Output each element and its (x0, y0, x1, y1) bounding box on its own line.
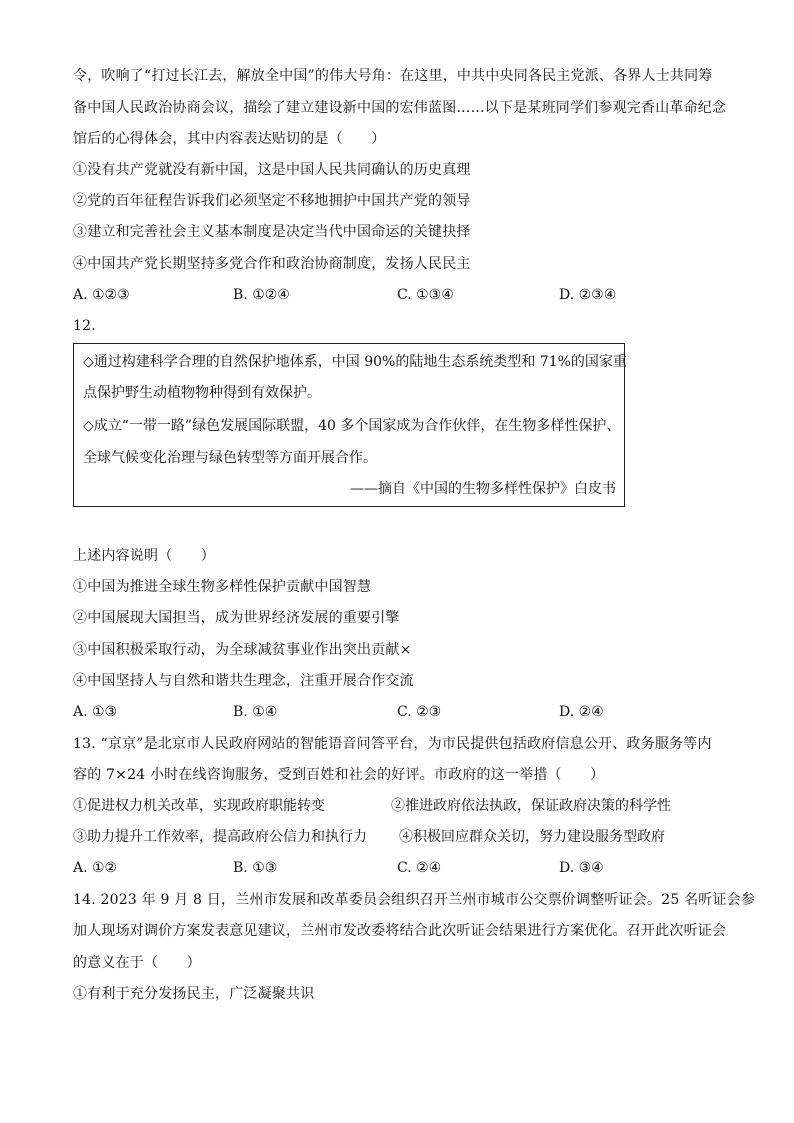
q12-box-source: ——摘自《中国的生物多样性保护》白皮书 (350, 481, 616, 497)
q12-number: 12. (73, 318, 96, 334)
q12-box-line-1: ◇通过构建科学合理的自然保护地体系，中国 90%的陆地生态系统类型和 71%的国家重 (83, 354, 627, 370)
q12-box-line-2: 点保护野生动植物物种得到有效保护。 (83, 385, 321, 401)
q13-statements-row-2 (73, 827, 713, 847)
q14-statement-1: ①有利于充分发扬民主，广泛凝聚共识 (73, 986, 315, 1002)
q11-stem-line-2: 备中国人民政治协商会议，描绘了建立建设新中国的宏伟蓝图……以下是某班同学们参观完香山革命纪念 (73, 100, 727, 116)
q12-option-b[interactable]: B. ①④ (233, 704, 278, 720)
q14-stem-line-1: 14. 2023 年 9 月 8 日，兰州市发展和改革委员会组织召开兰州市城市公交票价调整听证会。25 名听证会参 (73, 892, 756, 908)
q12-box-line-3: ◇成立“一带一路”绿色发展国际联盟，40 多个国家成为合作伙伴，在生物多样性保护、 (83, 418, 621, 434)
q11-statement-4: ④中国共产党长期坚持多党合作和政治协商制度，发扬人民民主 (73, 256, 471, 272)
q12-option-c[interactable]: C. ②③ (397, 704, 442, 720)
q13-stem-line-1: 13. “京京”是北京市人民政府网站的智能语音问答平台，为市民提供包括政府信息公开、政务服务等内 (73, 736, 712, 752)
q12-option-a[interactable]: A. ①③ (73, 704, 118, 720)
q11-option-a[interactable]: A. ①②③ (73, 287, 130, 303)
q11-statement-3: ③建立和完善社会主义基本制度是决定当代中国命运的关键抉择 (73, 224, 471, 240)
q13-option-d[interactable]: D. ③④ (559, 860, 604, 876)
q12-statement-2: ②中国展现大国担当，成为世界经济发展的重要引擎 (73, 610, 400, 626)
q13-stem-line-2: 容的 7×24 小时在线咨询服务，受到百姓和社会的好评。市政府的这一举措（ ） (73, 767, 605, 783)
q13-statement-3: ③助力提升工作效率，提高政府公信力和执行力 (73, 829, 367, 845)
q11-stem-line-3: 馆后的心得体会，其中内容表达贴切的是（ ） (73, 131, 386, 147)
q12-option-d[interactable]: D. ②④ (559, 704, 604, 720)
q12-statement-4: ④中国坚持人与自然和谐共生理念，注重开展合作交流 (73, 673, 414, 689)
q11-option-b[interactable]: B. ①②④ (233, 287, 290, 303)
q13-option-c[interactable]: C. ②④ (397, 860, 442, 876)
q11-option-d[interactable]: D. ②③④ (559, 287, 617, 303)
q11-statement-2: ②党的百年征程告诉我们必须坚定不移地拥护中国共产党的领导 (73, 193, 471, 209)
q11-options (73, 285, 693, 305)
q13-statement-2: ②推进政府依法执政，保证政府决策的科学性 (391, 798, 671, 814)
q12-statement-1: ①中国为推进全球生物多样性保护贡献中国智慧 (73, 579, 372, 595)
q12-stem: 上述内容说明（ ） (73, 548, 215, 564)
q12-box-line-4: 全球气候变化治理与绿色转型等方面开展合作。 (83, 450, 377, 466)
q13-options (73, 858, 693, 878)
q13-statement-4: ④积极回应群众关切，努力建设服务型政府 (399, 829, 665, 845)
q13-option-a[interactable]: A. ①② (73, 860, 118, 876)
q12-options (73, 702, 693, 722)
q13-statements-row-1 (73, 796, 713, 816)
q14-stem-line-3: 的意义在于（ ） (73, 955, 201, 971)
q14-stem-line-2: 加人现场对调价方案发表意见建议，兰州市发改委将结合此次听证会结果进行方案优化。召开此次听证会 (73, 923, 727, 939)
q13-statement-1: ①促进权力机关改革，实现政府职能转变 (73, 798, 325, 814)
q12-material-box (73, 343, 625, 507)
q11-option-c[interactable]: C. ①③④ (397, 287, 454, 303)
q13-option-b[interactable]: B. ①③ (233, 860, 278, 876)
q11-statement-1: ①没有共产党就没有新中国，这是中国人民共同确认的历史真理 (73, 162, 471, 178)
q12-statement-3: ③中国积极采取行动，为全球减贫事业作出突出贡献× (73, 642, 412, 658)
q11-stem-line-1: 令，吹响了“打过长江去，解放全中国”的伟大号角：在这里，中共中央同各民主党派、各界人士共同筹 (73, 68, 713, 84)
